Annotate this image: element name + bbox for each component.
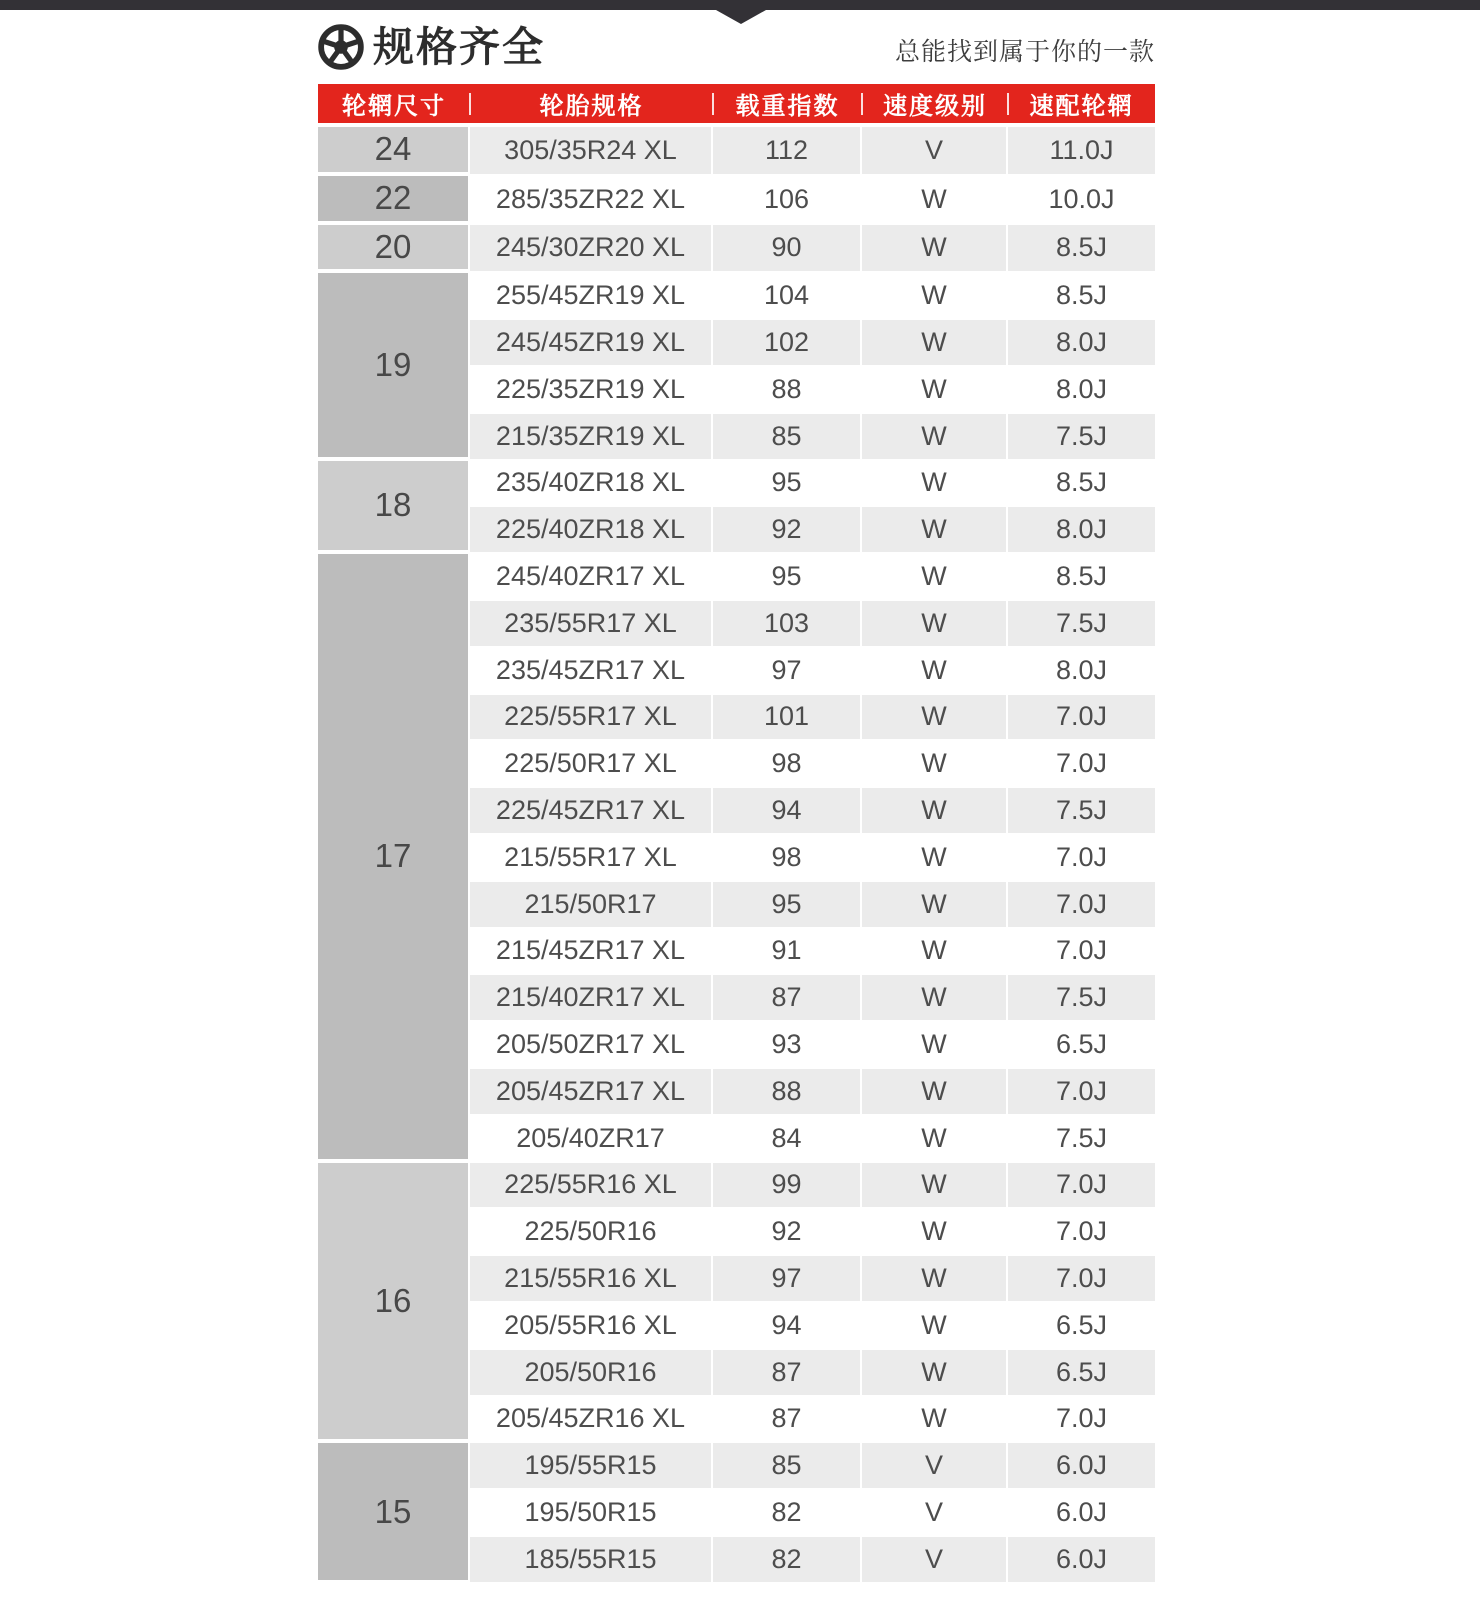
load-index-cell: 104 [713,273,862,320]
tire-spec-cell: 235/55R17 XL [470,601,713,648]
matching-rim-cell: 6.5J [1008,1350,1155,1397]
matching-rim-cell: 7.5J [1008,975,1155,1022]
tire-spec-cell: 235/45ZR17 XL [470,648,713,695]
column-header-2: 载重指数 [713,84,862,127]
table-row [318,225,1155,274]
load-index-cell: 95 [713,882,862,929]
speed-rating-cell: V [862,1537,1008,1584]
speed-rating-cell: W [862,1069,1008,1116]
matching-rim-cell: 10.0J [1008,176,1155,225]
tire-spec-cell: 225/40ZR18 XL [470,507,713,554]
load-index-cell: 82 [713,1490,862,1537]
load-index-cell: 95 [713,461,862,508]
matching-rim-cell: 7.0J [1008,695,1155,742]
tire-spec-cell: 215/55R16 XL [470,1256,713,1303]
tire-spec-cell: 285/35ZR22 XL [470,176,713,225]
matching-rim-cell: 7.0J [1008,929,1155,976]
matching-rim-cell: 6.5J [1008,1022,1155,1069]
matching-rim-cell: 6.5J [1008,1303,1155,1350]
matching-rim-cell: 6.0J [1008,1537,1155,1584]
load-index-cell: 91 [713,929,862,976]
tire-spec-cell: 215/45ZR17 XL [470,929,713,976]
load-index-cell: 85 [713,1443,862,1490]
speed-rating-cell: W [862,1022,1008,1069]
speed-rating-cell: W [862,1163,1008,1210]
rim-size-cell: 16 [318,1163,470,1444]
tire-spec-cell: 305/35R24 XL [470,127,713,176]
speed-rating-cell: W [862,788,1008,835]
load-index-cell: 88 [713,1069,862,1116]
tire-spec-cell: 225/55R16 XL [470,1163,713,1210]
tire-spec-cell: 235/40ZR18 XL [470,461,713,508]
matching-rim-cell: 8.0J [1008,320,1155,367]
column-header-4: 速配轮辋 [1008,84,1155,127]
speed-rating-cell: W [862,1397,1008,1444]
tire-spec-cell: 195/55R15 [470,1443,713,1490]
speed-rating-cell: W [862,835,1008,882]
speed-rating-cell: W [862,414,1008,461]
matching-rim-cell: 8.5J [1008,461,1155,508]
matching-rim-cell: 6.0J [1008,1490,1155,1537]
rim-size-cell: 24 [318,127,470,176]
matching-rim-cell: 11.0J [1008,127,1155,176]
speed-rating-cell: W [862,461,1008,508]
matching-rim-cell: 8.5J [1008,225,1155,274]
speed-rating-cell: W [862,320,1008,367]
matching-rim-cell: 8.0J [1008,648,1155,695]
tire-spec-cell: 215/55R17 XL [470,835,713,882]
rim-size-cell: 19 [318,273,470,460]
load-index-cell: 112 [713,127,862,176]
tire-spec-cell: 205/45ZR17 XL [470,1069,713,1116]
load-index-cell: 82 [713,1537,862,1584]
load-index-cell: 84 [713,1116,862,1163]
tire-spec-cell: 215/40ZR17 XL [470,975,713,1022]
speed-rating-cell: V [862,127,1008,176]
speed-rating-cell: V [862,1443,1008,1490]
matching-rim-cell: 7.0J [1008,835,1155,882]
speed-rating-cell: W [862,554,1008,601]
speed-rating-cell: W [862,225,1008,274]
speed-rating-cell: W [862,1209,1008,1256]
load-index-cell: 98 [713,835,862,882]
speed-rating-cell: W [862,741,1008,788]
speed-rating-cell: W [862,176,1008,225]
table-header [318,84,1155,127]
matching-rim-cell: 7.5J [1008,414,1155,461]
tire-spec-cell: 245/30ZR20 XL [470,225,713,274]
tire-spec-cell: 205/40ZR17 [470,1116,713,1163]
speed-rating-cell: W [862,507,1008,554]
matching-rim-cell: 7.0J [1008,1209,1155,1256]
tire-spec-cell: 225/55R17 XL [470,695,713,742]
table-row [318,273,1155,320]
load-index-cell: 94 [713,788,862,835]
table-row [318,176,1155,225]
rim-size-cell: 22 [318,176,470,225]
tire-spec-table [318,84,1155,1584]
matching-rim-cell: 8.5J [1008,273,1155,320]
matching-rim-cell: 7.5J [1008,601,1155,648]
section-header [318,24,1155,70]
load-index-cell: 106 [713,176,862,225]
matching-rim-cell: 7.5J [1008,1116,1155,1163]
speed-rating-cell: W [862,648,1008,695]
load-index-cell: 87 [713,1397,862,1444]
matching-rim-cell: 7.0J [1008,1256,1155,1303]
load-index-cell: 97 [713,648,862,695]
table-row [318,554,1155,601]
table-row [318,1443,1155,1490]
matching-rim-cell: 8.5J [1008,554,1155,601]
speed-rating-cell: W [862,975,1008,1022]
tire-spec-cell: 225/35ZR19 XL [470,367,713,414]
table-body [318,127,1155,1584]
speed-rating-cell: W [862,1256,1008,1303]
column-header-3: 速度级别 [862,84,1008,127]
tire-spec-cell: 205/55R16 XL [470,1303,713,1350]
table-row [318,1163,1155,1210]
matching-rim-cell: 7.0J [1008,741,1155,788]
speed-rating-cell: W [862,367,1008,414]
tire-spec-cell: 225/50R17 XL [470,741,713,788]
page-subtitle: 总能找到属于你的一款 [894,38,1155,66]
load-index-cell: 90 [713,225,862,274]
speed-rating-cell: W [862,1303,1008,1350]
rim-size-cell: 20 [318,225,470,274]
column-header-0: 轮辋尺寸 [318,84,470,127]
load-index-cell: 92 [713,1209,862,1256]
load-index-cell: 85 [713,414,862,461]
matching-rim-cell: 7.0J [1008,882,1155,929]
tire-spec-cell: 225/45ZR17 XL [470,788,713,835]
speed-rating-cell: W [862,1116,1008,1163]
tire-spec-cell: 225/50R16 [470,1209,713,1256]
load-index-cell: 97 [713,1256,862,1303]
matching-rim-cell: 6.0J [1008,1443,1155,1490]
speed-rating-cell: W [862,882,1008,929]
tire-spec-cell: 215/35ZR19 XL [470,414,713,461]
speed-rating-cell: W [862,929,1008,976]
load-index-cell: 95 [713,554,862,601]
load-index-cell: 92 [713,507,862,554]
rim-size-cell: 15 [318,1443,470,1583]
table-header-row [318,84,1155,127]
matching-rim-cell: 8.0J [1008,367,1155,414]
table-row [318,127,1155,176]
speed-rating-cell: W [862,601,1008,648]
top-bar [0,0,1480,10]
tire-spec-cell: 195/50R15 [470,1490,713,1537]
speed-rating-cell: W [862,273,1008,320]
speed-rating-cell: V [862,1490,1008,1537]
load-index-cell: 101 [713,695,862,742]
load-index-cell: 94 [713,1303,862,1350]
tire-spec-cell: 215/50R17 [470,882,713,929]
rim-size-cell: 17 [318,554,470,1162]
load-index-cell: 102 [713,320,862,367]
matching-rim-cell: 8.0J [1008,507,1155,554]
matching-rim-cell: 7.5J [1008,788,1155,835]
tire-spec-cell: 205/50ZR17 XL [470,1022,713,1069]
load-index-cell: 87 [713,975,862,1022]
table-row [318,461,1155,508]
notch-triangle-icon [716,10,766,24]
load-index-cell: 98 [713,741,862,788]
matching-rim-cell: 7.0J [1008,1163,1155,1210]
speed-rating-cell: W [862,695,1008,742]
matching-rim-cell: 7.0J [1008,1069,1155,1116]
section-title-block [318,24,545,70]
load-index-cell: 87 [713,1350,862,1397]
rim-size-cell: 18 [318,461,470,555]
matching-rim-cell: 7.0J [1008,1397,1155,1444]
page-title: 规格齐全 [373,23,545,70]
tire-spec-cell: 205/45ZR16 XL [470,1397,713,1444]
speed-rating-cell: W [862,1350,1008,1397]
tire-spec-cell: 245/40ZR17 XL [470,554,713,601]
load-index-cell: 103 [713,601,862,648]
tire-spec-cell: 205/50R16 [470,1350,713,1397]
tire-spec-cell: 255/45ZR19 XL [470,273,713,320]
load-index-cell: 88 [713,367,862,414]
tire-spec-cell: 185/55R15 [470,1537,713,1584]
tire-spec-cell: 245/45ZR19 XL [470,320,713,367]
load-index-cell: 93 [713,1022,862,1069]
wheel-icon [318,24,364,70]
column-header-1: 轮胎规格 [470,84,713,127]
load-index-cell: 99 [713,1163,862,1210]
